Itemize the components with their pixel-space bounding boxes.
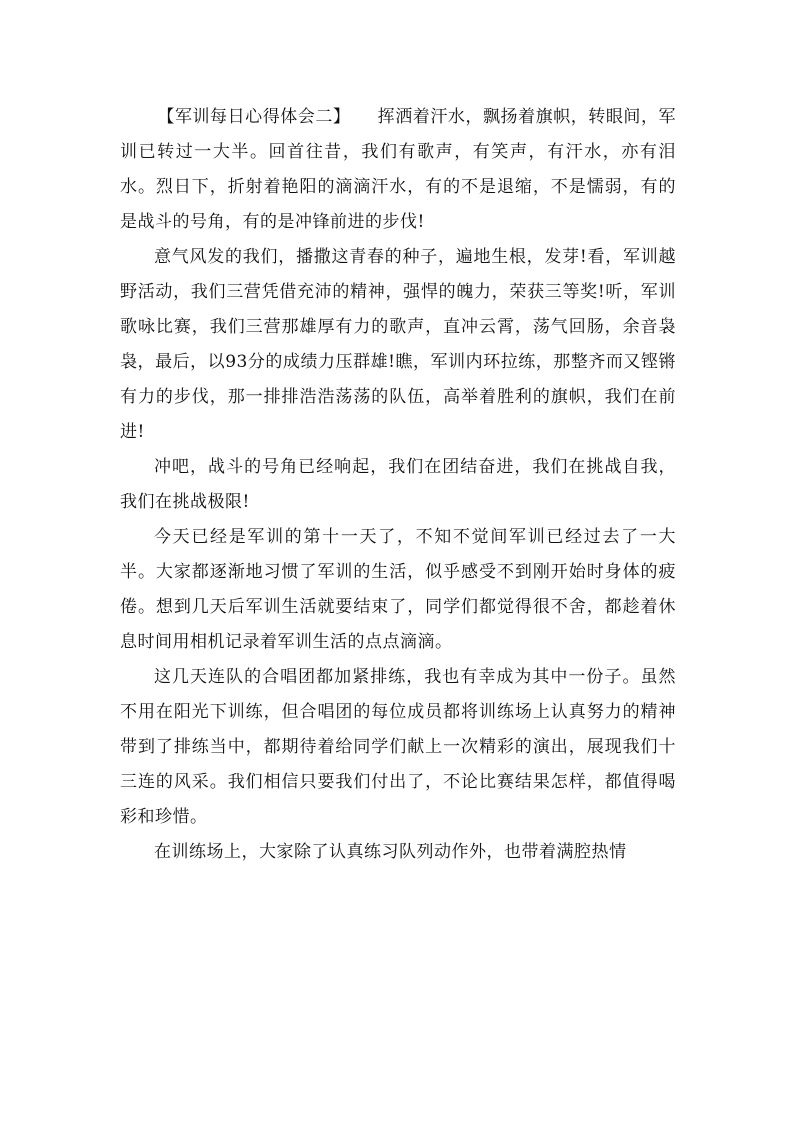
paragraph-3: 冲吧，战斗的号角已经响起，我们在团结奋进，我们在挑战自我，我们在挑战极限! xyxy=(120,457,676,512)
paragraph-4: 今天已经是军训的第十一天了，不知不觉间军训已经过去了一大半。大家都逐渐地习惯了军训的生活，似乎感受不到刚开始时身体的疲倦。想到几天后军训生活就要结束了，同学们都觉得很不舍，都趁着休息时间用相机记录着军训生活的点点滴滴。 xyxy=(120,527,676,652)
document-body xyxy=(120,100,676,870)
paragraph-2: 意气风发的我们，播撒这青春的种子，遍地生根，发芽!看，军训越野活动，我们三营凭借充沛的精神，强悍的魄力，荣获三等奖!听，军训歌咏比赛，我们三营那雄厚有力的歌声，直冲云霄，荡气回肠，余音袅袅，最后，以93分的成绩力压群雄!瞧，军训内环拉练，那整齐而又铿锵有力的步伐，那一排排浩浩荡荡的队伍，高举着胜利的旗帜，我们在前进! xyxy=(120,247,676,442)
document-title: 【军训每日心得体会二】 xyxy=(157,107,351,127)
paragraph-1 xyxy=(120,100,676,240)
paragraph-5: 这几天连队的合唱团都加紧排练，我也有幸成为其中一份子。虽然不用在阳光下训练，但合唱团的每位成员都将训练场上认真努力的精神带到了排练当中，都期待着给同学们献上一次精彩的演出，展现我们十三连的风采。我们相信只要我们付出了，不论比赛结果怎样，都值得喝彩和珍惜。 xyxy=(120,667,676,827)
paragraph-1-text: 挥洒着汗水，飘扬着旗帜，转眼间，军训已转过一大半。回首往昔，我们有歌声，有笑声，有汗水，亦有泪水。烈日下，折射着艳阳的滴滴汗水，有的不是退缩，不是懦弱，有的是战斗的号角，有的是冲锋前进的步伐! xyxy=(120,107,677,232)
paragraph-6: 在训练场上，大家除了认真练习队列动作外，也带着满腔热情 xyxy=(154,842,627,862)
